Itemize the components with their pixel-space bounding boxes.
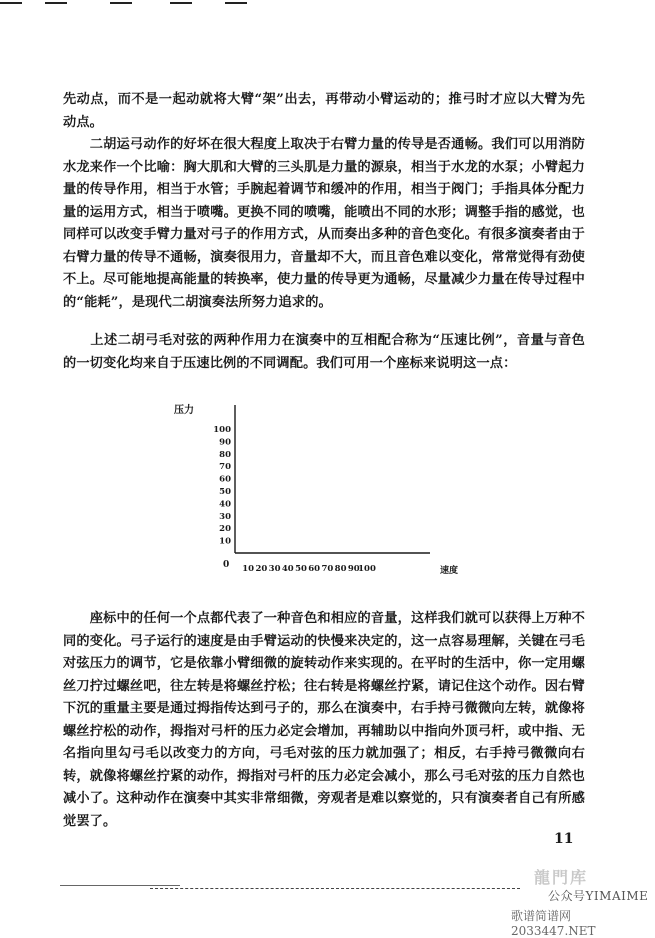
y-tick-label: 100 [213, 425, 231, 435]
watermark-line1: 公众号YIMAIME [548, 889, 649, 903]
y-tick-label: 90 [219, 437, 231, 448]
chart-svg [168, 395, 468, 585]
y-tick-label: 20 [219, 524, 231, 535]
paragraph-3: 上述二胡弓毛对弦的两种作用力在演奏中的互相配合称为“压速比例”，音量与音色的一切变化均来自于压速比例的不同调配。我们可用一个座标来说明这一点： [63, 333, 585, 371]
y-tick-label: 60 [219, 474, 231, 485]
x-tick-label: 80 [334, 564, 347, 574]
y-tick-label: 40 [219, 499, 231, 510]
x-axis-label: 速度 [440, 566, 459, 576]
paragraph-1: 先动点，而不是一起动就将大臂“架”出去，再带动小臂运动的；推弓时才应以大臂为先动点。 [63, 92, 585, 130]
origin-label: 0 [223, 560, 230, 570]
y-tick-label: 10 [219, 536, 231, 547]
paragraph-4: 座标中的任何一个点都代表了一种音色和相应的音量，这样我们就可以获得上万种不同的变化。弓子运行的速度是由手臂运动的快慢来决定的，这一点容易理解，关键在弓毛对弦压力的调节，它是依靠小臂细微的旋转动作来实现的。在平时的生活中，你一定用螺丝刀拧过螺丝吧，往左转是将螺丝拧松；往右转是将螺丝拧紧，请记住这个动作。因右臂下沉的重量主要是通过拇指传达到弓子的，那么在演奏中，右手持弓微微向左转，就像将螺丝拧松的动作，拇指对弓杆的压力必定会增加，再辅助以中指向外顶弓杆，或中指、无名指向里勾弓毛以改变力的方向，弓毛对弦的压力就加强了；相反，右手持弓微微向右转，就像将螺丝拧紧的动作，拇指对弓杆的压力必定会减小，那么弓毛对弦的压力自然也减小了。这种动作在演奏中其实非常细微，旁观者是难以察觉的，只有演奏者自己有所感觉罢了。 [63, 611, 585, 829]
x-tick-label: 90 [347, 564, 360, 574]
page-number: 11 [554, 831, 574, 847]
paragraph-2: 二胡运弓动作的好坏在很大程度上取决于右臂力量的传导是否通畅。我们可以用消防水龙来作一个比喻：胸大肌和大臂的三头肌是力量的源泉，相当于水龙的水泵；小臂起力量的传导作用，相当于水管；手腕起着调节和缓冲的作用，相当于阀门；手指具体分配力量的运用方式，相当于喷嘴。更换不同的喷嘴，能喷出不同的水形；调整手指的感觉，也同样可以改变手臂力量对弓子的作用方式，从而奏出多种的音色变化。有很多演奏者由于右臂力量的传导不通畅，演奏很用力，音量却不大，而且音色难以变化，常常觉得有劲使不上。尽可能地提高能量的转换率，使力量的传导更为通畅，尽量减少力量在传导过程中的“能耗”，是现代二胡演奏法所努力追求的。 [63, 137, 585, 310]
bottom-rule [150, 888, 520, 889]
y-axis-label: 压力 [174, 405, 194, 416]
watermark-line2: 歌谱简谱网 2033447.NET [511, 909, 596, 938]
y-tick-label: 30 [219, 511, 231, 522]
watermark-logo: 龍門库 [534, 868, 589, 887]
y-tick-label: 50 [219, 487, 231, 497]
x-tick-label: 30 [268, 564, 281, 574]
x-tick-label: 50 [295, 564, 307, 574]
x-tick-label: 60 [308, 564, 321, 574]
y-tick-label: 70 [219, 462, 231, 473]
bottom-rule-left [60, 885, 180, 886]
x-tick-label: 40 [281, 564, 294, 574]
pressure-speed-chart [168, 395, 468, 585]
y-tick-label: 80 [219, 449, 231, 460]
x-tick-label: 10 [242, 564, 255, 574]
x-tick-label: 70 [321, 564, 334, 574]
x-tick-label: 20 [255, 564, 268, 574]
x-tick-label: 100 [358, 564, 376, 574]
